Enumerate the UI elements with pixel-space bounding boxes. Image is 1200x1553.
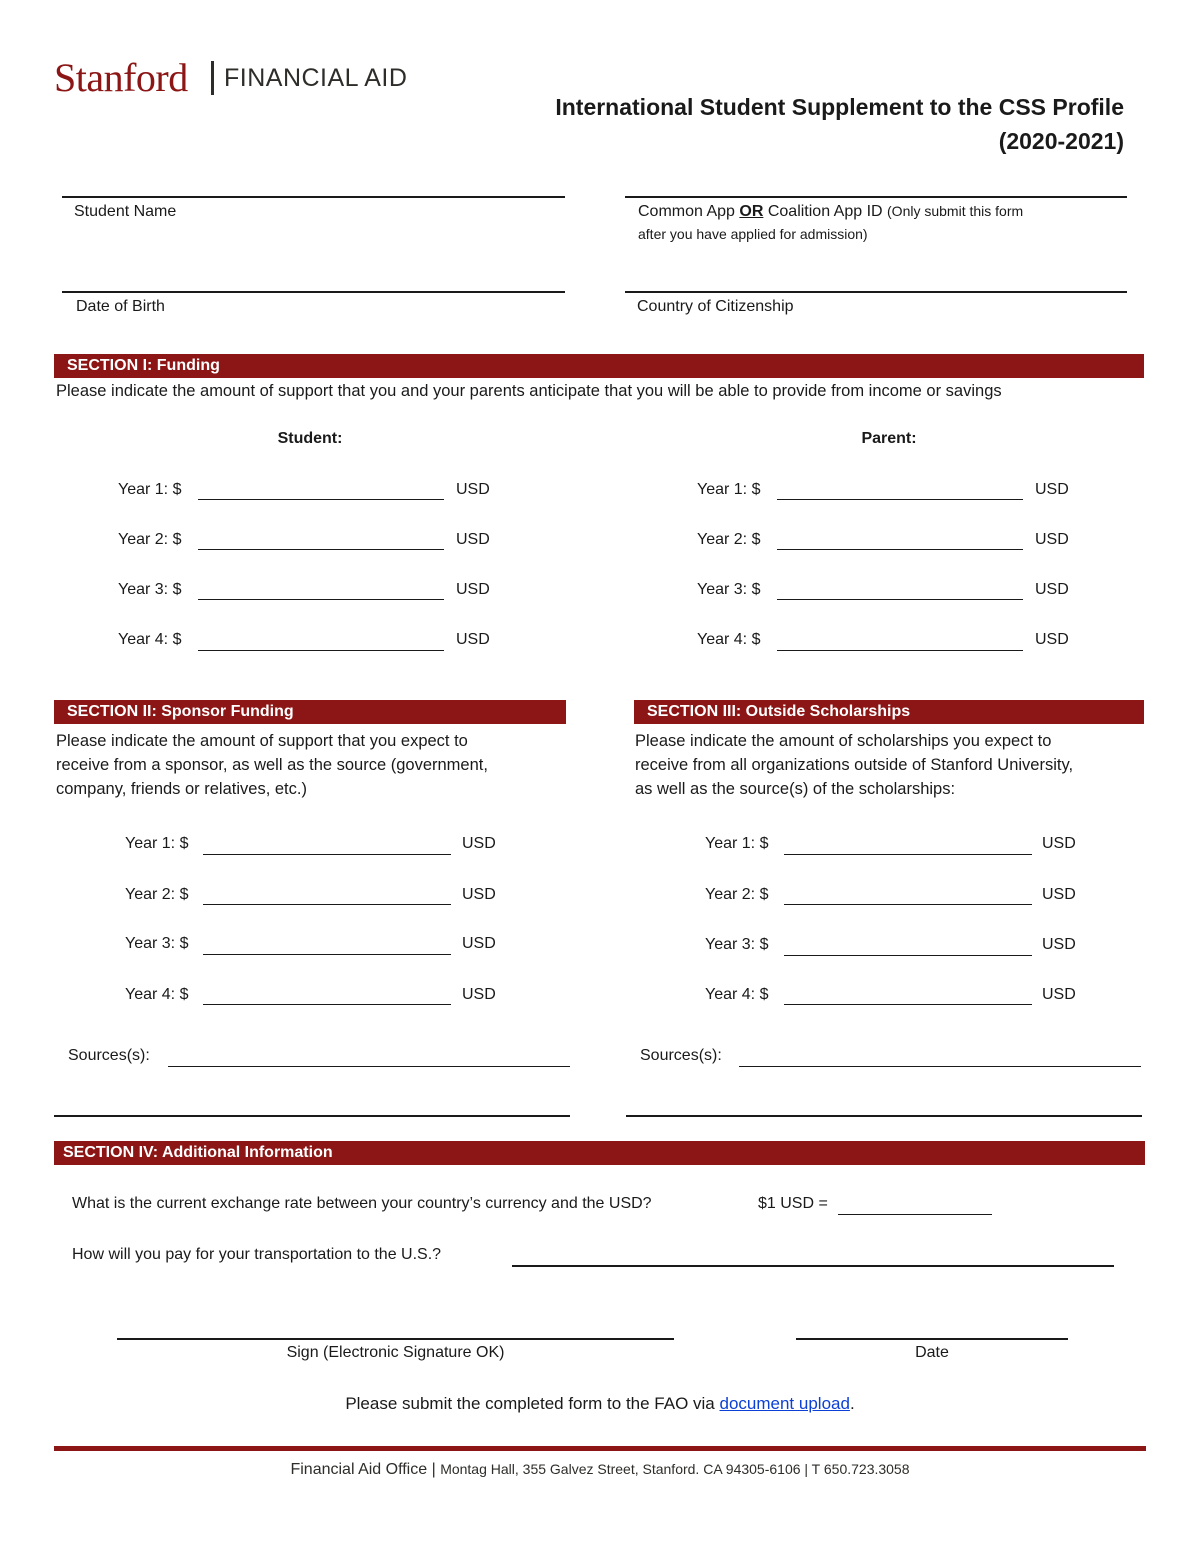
sponsor-year1-label: Year 1: $	[125, 835, 189, 852]
student-name-label: Student Name	[74, 203, 177, 220]
student-year4-label: Year 4: $	[118, 631, 182, 648]
parent-year3-input[interactable]	[777, 599, 1023, 600]
footer-office: Financial Aid Office |	[290, 1461, 441, 1478]
student-year3-input[interactable]	[198, 599, 444, 600]
student-column-heading: Student:	[277, 430, 343, 447]
sponsor-sources-label: Sources(s):	[68, 1047, 150, 1064]
footer-divider	[54, 1446, 1146, 1451]
parent-year3-label: Year 3: $	[697, 581, 761, 598]
transport-question: How will you pay for your transportation to the U.S.?	[72, 1246, 442, 1263]
parent-year1-label: Year 1: $	[697, 481, 761, 498]
parent-year4-currency: USD	[1035, 631, 1069, 648]
scholarship-year4-currency: USD	[1042, 986, 1076, 1003]
parent-year1-currency: USD	[1035, 481, 1069, 498]
sponsor-year4-currency: USD	[462, 986, 496, 1003]
section1-header: SECTION I: Funding	[54, 354, 1144, 378]
sponsor-sources-input[interactable]	[168, 1066, 570, 1067]
student-year2-input[interactable]	[198, 549, 444, 550]
student-year3-currency: USD	[456, 581, 490, 598]
signature-field[interactable]	[117, 1338, 674, 1340]
student-year4-input[interactable]	[198, 650, 444, 651]
section3-header: SECTION III: Outside Scholarships	[634, 700, 1144, 724]
scholarship-year1-input[interactable]	[784, 854, 1032, 855]
scholarship-year2-currency: USD	[1042, 886, 1076, 903]
parent-year3-currency: USD	[1035, 581, 1069, 598]
section2-description-line: Please indicate the amount of support that you expect to	[56, 732, 468, 750]
scholarship-year3-currency: USD	[1042, 936, 1076, 953]
parent-year2-label: Year 2: $	[697, 531, 761, 548]
sponsor-sources-input-line2[interactable]	[54, 1115, 570, 1117]
document-title-line1: International Student Supplement to the CSS Profile	[555, 94, 1124, 120]
scholarship-year1-label: Year 1: $	[705, 835, 769, 852]
student-year3-label: Year 3: $	[118, 581, 182, 598]
scholarship-sources-input[interactable]	[739, 1066, 1141, 1067]
student-year1-input[interactable]	[198, 499, 444, 500]
section4-header: SECTION IV: Additional Information	[54, 1141, 1145, 1165]
financial-aid-logo-text: FINANCIAL AID	[224, 64, 408, 92]
student-name-field[interactable]	[62, 196, 565, 198]
stanford-logo-wordmark: Stanford	[54, 55, 188, 100]
date-of-birth-field[interactable]	[62, 291, 565, 293]
sponsor-year2-input[interactable]	[203, 904, 451, 905]
transport-input[interactable]	[512, 1265, 1114, 1267]
parent-year2-currency: USD	[1035, 531, 1069, 548]
logo-divider	[211, 61, 214, 95]
scholarship-year2-label: Year 2: $	[705, 886, 769, 903]
scholarship-year2-input[interactable]	[784, 904, 1032, 905]
student-year1-currency: USD	[456, 481, 490, 498]
section1-description: Please indicate the amount of support that you and your parents anticipate that you will be able to provide from income or savings	[56, 382, 1002, 400]
footer	[0, 1461, 1200, 1479]
student-year4-currency: USD	[456, 631, 490, 648]
parent-year1-input[interactable]	[777, 499, 1023, 500]
section3-description-line: receive from all organizations outside of Stanford University,	[635, 756, 1074, 774]
sponsor-year1-currency: USD	[462, 835, 496, 852]
document-title	[424, 90, 1124, 158]
scholarship-year4-input[interactable]	[784, 1004, 1032, 1005]
section2-description	[56, 729, 566, 801]
section3-description	[635, 729, 1145, 801]
app-id-label-or: OR	[739, 203, 764, 220]
submit-text: Please submit the completed form to the FAO via	[345, 1394, 720, 1413]
document-upload-link[interactable]: document upload	[719, 1394, 850, 1413]
scholarship-sources-label: Sources(s):	[640, 1047, 722, 1064]
exchange-rate-prefix: $1 USD =	[758, 1195, 828, 1212]
date-label: Date	[915, 1344, 949, 1361]
scholarship-year1-currency: USD	[1042, 835, 1076, 852]
student-year1-label: Year 1: $	[118, 481, 182, 498]
scholarship-year4-label: Year 4: $	[705, 986, 769, 1003]
sponsor-year1-input[interactable]	[203, 854, 451, 855]
footer-address: Montag Hall, 355 Galvez Street, Stanford. CA 94305-6106 | T 650.723.3058	[440, 1461, 910, 1477]
sponsor-year2-currency: USD	[462, 886, 496, 903]
scholarship-year3-label: Year 3: $	[705, 936, 769, 953]
app-id-label-pre: Common App	[638, 203, 740, 220]
exchange-rate-question: What is the current exchange rate between your country’s currency and the USD?	[72, 1195, 652, 1212]
section3-description-line: Please indicate the amount of scholarships you expect to	[635, 732, 1052, 750]
sponsor-year3-input[interactable]	[203, 954, 451, 955]
section2-description-line: company, friends or relatives, etc.)	[56, 780, 307, 798]
app-id-note-1: (Only submit this form	[887, 203, 1024, 219]
parent-year4-input[interactable]	[777, 650, 1023, 651]
parent-year2-input[interactable]	[777, 549, 1023, 550]
parent-column-heading: Parent:	[861, 430, 917, 447]
signature-label: Sign (Electronic Signature OK)	[286, 1344, 505, 1361]
section2-description-line: receive from a sponsor, as well as the source (government,	[56, 756, 488, 774]
document-title-line2: (2020-2021)	[998, 128, 1124, 154]
sponsor-year4-input[interactable]	[203, 1004, 451, 1005]
sponsor-year4-label: Year 4: $	[125, 986, 189, 1003]
country-of-citizenship-label: Country of Citizenship	[637, 298, 794, 315]
exchange-rate-input[interactable]	[838, 1214, 992, 1215]
country-of-citizenship-field[interactable]	[625, 291, 1127, 293]
submit-end: .	[849, 1394, 855, 1413]
sponsor-year3-currency: USD	[462, 935, 496, 952]
submit-instructions	[0, 1394, 1200, 1414]
app-id-label-post: Coalition App ID	[763, 203, 888, 220]
parent-year4-label: Year 4: $	[697, 631, 761, 648]
scholarship-sources-input-line2[interactable]	[626, 1115, 1142, 1117]
sponsor-year3-label: Year 3: $	[125, 935, 189, 952]
student-year2-label: Year 2: $	[118, 531, 182, 548]
student-year2-currency: USD	[456, 531, 490, 548]
date-field[interactable]	[796, 1338, 1068, 1340]
scholarship-year3-input[interactable]	[784, 955, 1032, 956]
app-id-field[interactable]	[625, 196, 1127, 198]
date-of-birth-label: Date of Birth	[76, 298, 165, 315]
app-id-label	[638, 200, 1128, 246]
section3-description-line: as well as the source(s) of the scholarships:	[635, 780, 956, 798]
app-id-note-2: after you have applied for admission)	[638, 226, 868, 242]
sponsor-year2-label: Year 2: $	[125, 886, 189, 903]
section2-header: SECTION II: Sponsor Funding	[54, 700, 566, 724]
